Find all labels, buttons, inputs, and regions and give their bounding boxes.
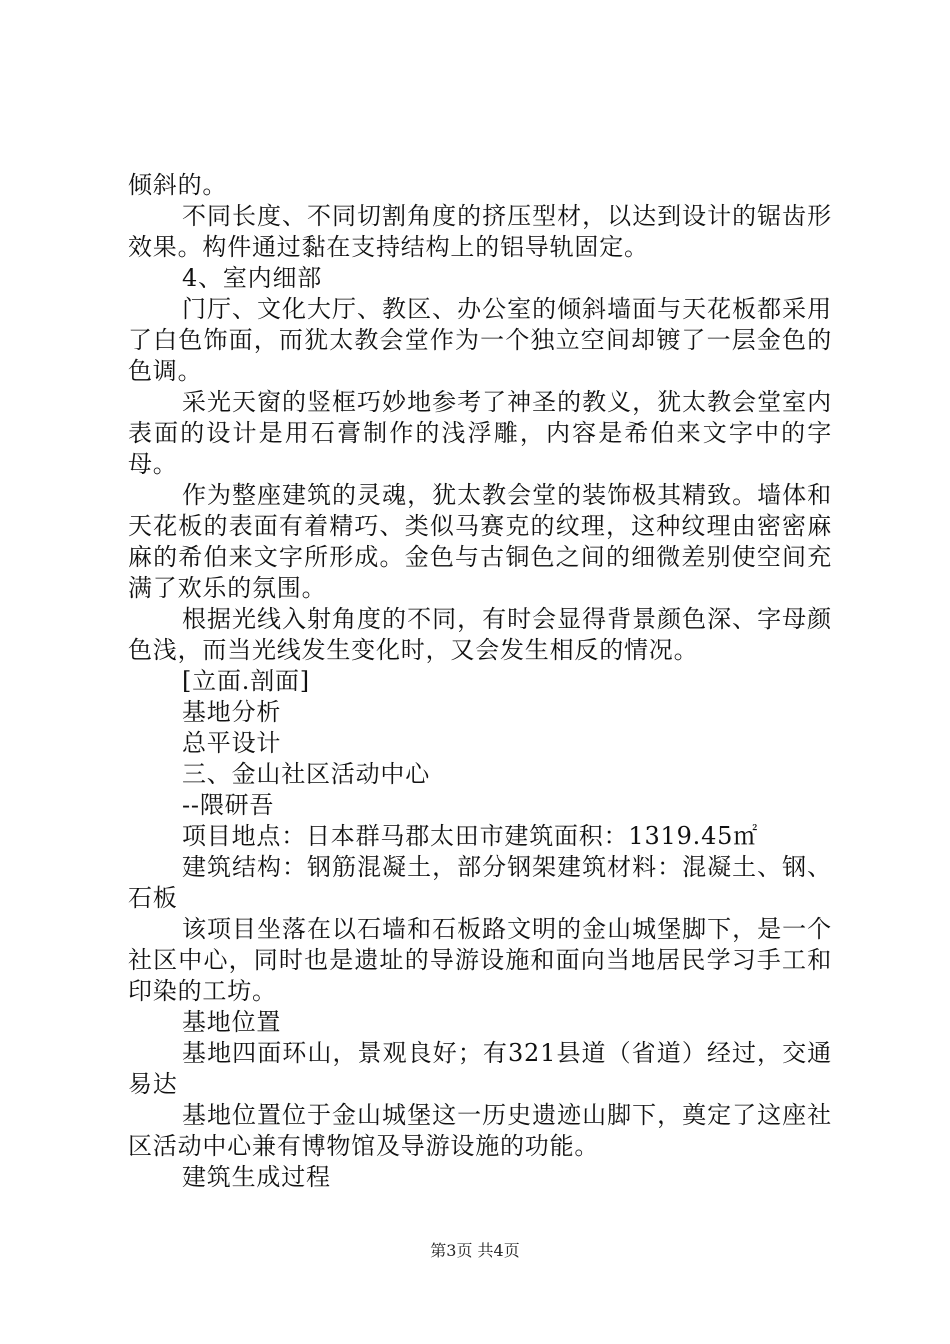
label-site-analysis: 基地分析 <box>182 698 282 726</box>
paragraph-7: 根据光线入射角度的不同，有时会显得背景颜色深、字母颜色浅，而当光线发生变化时，又会发生相反的情况。 <box>128 605 832 664</box>
document-body <box>128 170 832 1193</box>
label-generation-process: 建筑生成过程 <box>182 1163 331 1191</box>
paragraph-6: 作为整座建筑的灵魂，犹太教会堂的装饰极其精致。墙体和天花板的表面有着精巧、类似马赛克的纹理，这种纹理由密密麻麻的希伯来文字所形成。金色与古铜色之间的细微差别使空间充满了欢乐的氛围。 <box>128 481 832 602</box>
building-structure: 建筑结构：钢筋混凝土，部分钢架建筑材料：混凝土、钢、石板 <box>128 853 832 912</box>
paragraph-2: 不同长度、不同切割角度的挤压型材，以达到设计的锯齿形效果。构件通过黏在支持结构上的铝导轨固定。 <box>128 202 832 261</box>
section-heading-community-center: 三、金山社区活动中心 <box>182 760 430 788</box>
paragraph-4: 门厅、文化大厅、教区、办公室的倾斜墙面与天花板都采用了白色饰面，而犹太教会堂作为一个独立空间却镀了一层金色的色调。 <box>128 295 832 385</box>
architect-name: --隈研吾 <box>182 791 275 819</box>
project-location: 项目地点：日本群马郡太田市建筑面积：1319.45㎡ <box>182 822 759 850</box>
paragraph-15: 该项目坐落在以石墙和石板路文明的金山城堡脚下，是一个社区中心，同时也是遗址的导游设施和面向当地居民学习手工和印染的工坊。 <box>128 915 832 1005</box>
section-heading-interior: 4、室内细部 <box>182 264 323 292</box>
label-site-location: 基地位置 <box>182 1008 282 1036</box>
label-elevation-section: [立面.剖面] <box>182 667 310 695</box>
paragraph-1: 倾斜的。 <box>128 171 228 199</box>
paragraph-18: 基地位置位于金山城堡这一历史遗迹山脚下，奠定了这座社区活动中心兼有博物馆及导游设施的功能。 <box>128 1101 832 1160</box>
paragraph-17: 基地四面环山，景观良好；有321县道（省道）经过，交通易达 <box>128 1039 832 1098</box>
page-number-footer: 第3页 共4页 <box>430 1241 520 1260</box>
label-master-plan: 总平设计 <box>182 729 282 757</box>
paragraph-5: 采光天窗的竖框巧妙地参考了神圣的教义，犹太教会堂室内表面的设计是用石膏制作的浅浮雕，内容是希伯来文字中的字母。 <box>128 388 832 478</box>
